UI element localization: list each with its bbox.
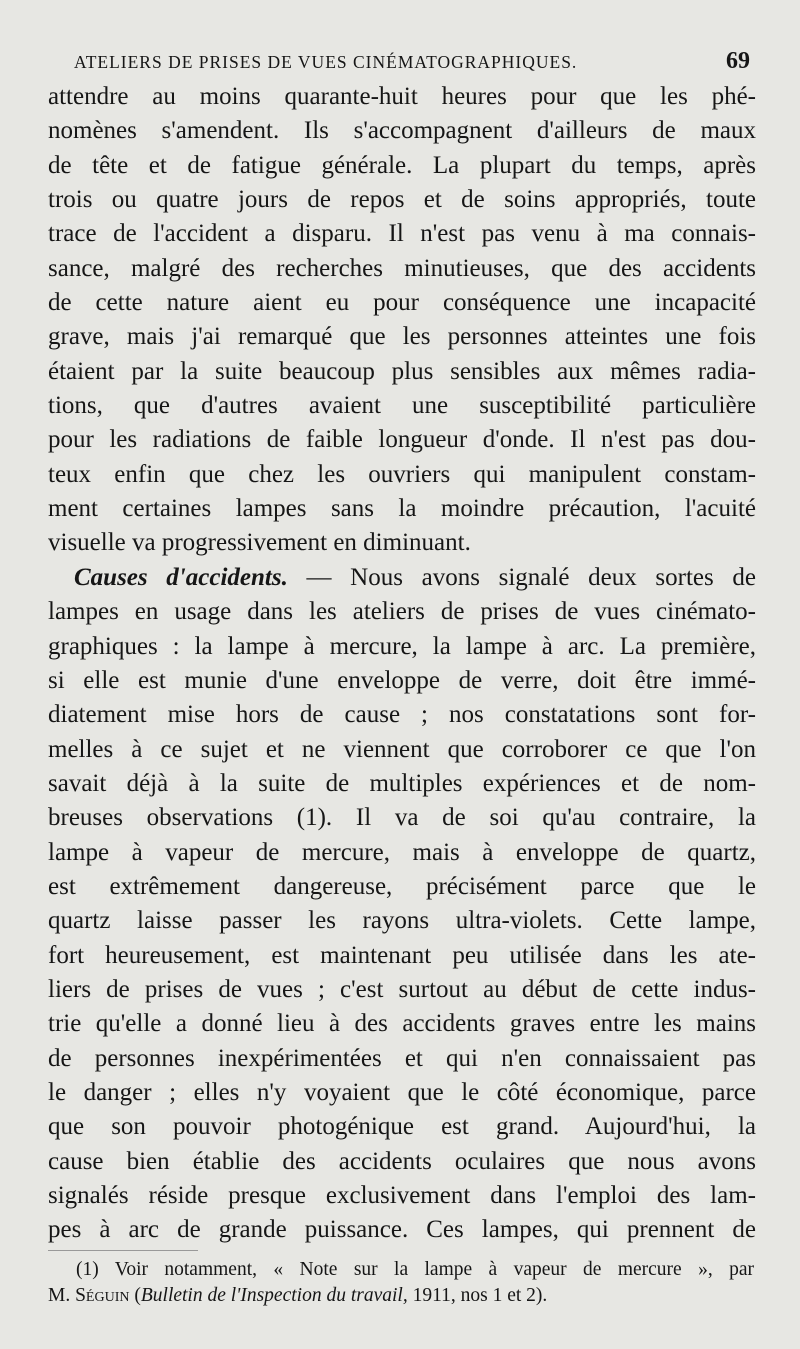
text-line: pes à arc de grande puissance. Ces lampes, qui prennent de	[48, 1216, 756, 1244]
text-line: signalés réside presque exclusivement dans l'emploi des lam-	[48, 1182, 756, 1209]
text-line: ment certaines lampes sans la moindre précaution, l'acuité	[48, 495, 756, 523]
text-line: est extrêmement dangereuse, précisément parce que le	[48, 872, 756, 900]
text-line: le danger ; elles n'y voyaient que le côté économique, parce	[48, 1078, 756, 1106]
text-line: breuses observations (1). Il va de soi qu'au contraire, la	[48, 804, 756, 832]
text-line: de tête et de fatigue générale. La plupart du temps, après	[48, 151, 756, 179]
footnote-line: (1) Voir notamment, « Note sur la lampe à vapeur de mercure », par	[76, 1259, 754, 1280]
text-line: si elle est munie d'une enveloppe de verre, doit être immé-	[48, 666, 756, 694]
text-line	[48, 561, 756, 595]
page-header	[74, 48, 750, 75]
text-line: melles à ce sujet et ne viennent que corroborer ce que l'on	[48, 735, 756, 763]
section-title-continuation: — Nous avons signalé deux sortes de	[287, 563, 756, 591]
text-line: visuelle va progressivement en diminuant.	[48, 529, 471, 557]
footnote-author: M. Séguin	[48, 1285, 130, 1306]
footnote-open-paren: (	[129, 1285, 141, 1306]
text-line: diatement mise hors de cause ; nos constatations sont for-	[48, 701, 756, 729]
text-line: quartz laisse passer les rayons ultra-violets. Cette lampe,	[48, 907, 756, 935]
text-line: liers de prises de vues ; c'est surtout au début de cette indus-	[48, 975, 756, 1003]
paragraph-2	[48, 561, 756, 1248]
footnote-line	[48, 1283, 754, 1309]
text-line: pour les radiations de faible longueur d'onde. Il n'est pas dou-	[48, 426, 756, 454]
footnote-rule	[48, 1250, 198, 1251]
text-line: cause bien établie des accidents oculaires que nous avons	[48, 1147, 756, 1175]
text-line: étaient par la suite beaucoup plus sensibles aux mêmes radia-	[48, 357, 756, 385]
section-title: Causes d'accidents.	[74, 563, 288, 591]
text-line: que son pouvoir photogénique est grand. Aujourd'hui, la	[48, 1113, 756, 1141]
text-line: tions, que d'autres avaient une susceptibilité particulière	[48, 392, 756, 420]
text-line: de personnes inexpérimentées et qui n'en connaissaient pas	[48, 1044, 756, 1072]
text-line: graphiques : la lampe à mercure, la lampe à arc. La première,	[48, 632, 756, 660]
text-line: teux enfin que chez les ouvriers qui manipulent constam-	[48, 460, 756, 488]
footnotes	[48, 1257, 754, 1309]
page-number: 69	[726, 48, 750, 74]
text-line: trie qu'elle a donné lieu à des accidents graves entre les mains	[48, 1010, 756, 1038]
text-line: lampes en usage dans les ateliers de prises de vues cinémato-	[48, 598, 756, 626]
body-text	[48, 80, 756, 1248]
footnote-tail: 1911, nos 1 et 2).	[407, 1285, 548, 1306]
running-head: ATELIERS DE PRISES DE VUES CINÉMATOGRAPHIQUES.	[74, 52, 578, 72]
text-line: sance, malgré des recherches minutieuses, que des accidents	[48, 254, 756, 282]
text-line: trace de l'accident a disparu. Il n'est pas venu à ma connais-	[48, 220, 756, 248]
paragraph-1	[48, 80, 756, 561]
text-line: fort heureusement, est maintenant peu utilisée dans les ate-	[48, 941, 756, 969]
text-line: nomènes s'amendent. Ils s'accompagnent d'ailleurs de maux	[48, 117, 756, 145]
text-line: savait déjà à la suite de multiples expériences et de nom-	[48, 769, 756, 797]
text-line: attendre au moins quarante-huit heures pour que les phé-	[48, 83, 756, 110]
footnote-source: Bulletin de l'Inspection du travail,	[140, 1285, 408, 1306]
text-line: trois ou quatre jours de repos et de soins appropriés, toute	[48, 186, 756, 214]
text-line: lampe à vapeur de mercure, mais à enveloppe de quartz,	[48, 838, 756, 866]
text-line: grave, mais j'ai remarqué que les personnes atteintes une fois	[48, 323, 756, 351]
text-line: de cette nature aient eu pour conséquence une incapacité	[48, 289, 756, 317]
